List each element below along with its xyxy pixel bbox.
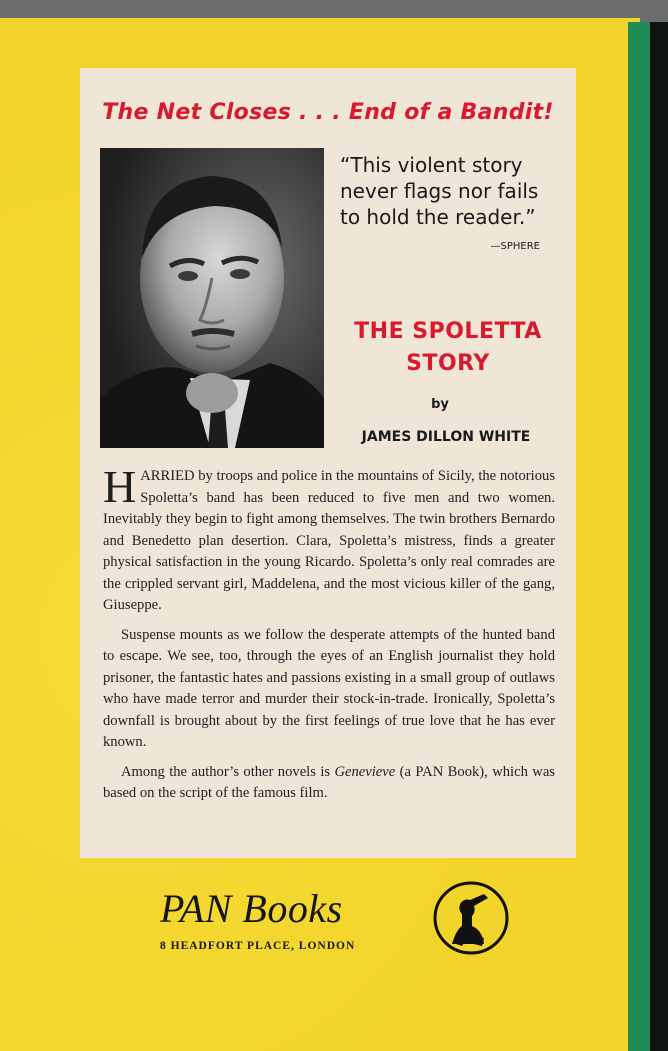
drop-cap: H (103, 461, 137, 512)
pan-piper-logo-icon (432, 880, 510, 956)
blurb-paragraph-3-pre: Among the author’s other novels is (121, 763, 335, 780)
blurb-paragraph-1 (103, 461, 555, 617)
blurb-paragraph-3 (103, 762, 555, 805)
review-source: —SPHERE (490, 241, 540, 252)
blurb-text (103, 461, 555, 813)
author-photo (100, 148, 324, 448)
publisher-name: PAN Books (160, 886, 343, 931)
spine-edge-dark (650, 22, 668, 1051)
book-title (330, 316, 566, 380)
spine-edge-green (628, 22, 650, 1051)
tagline: The Net Closes . . . End of a Bandit! (102, 100, 554, 125)
other-novel-title: Genevieve (334, 763, 396, 780)
by-label: by (431, 397, 449, 412)
author-portrait-image (100, 148, 324, 448)
review-quote: “This violent story never flags nor fails to hold the reader.” (340, 153, 539, 229)
publisher-address: 8 HEADFORT PLACE, LONDON (160, 940, 356, 952)
book-title-line-2: STORY (406, 351, 490, 376)
blurb-paragraph-2: Suspense mounts as we follow the desperate attempts of the hunted band to escape. We see, too, through the eyes of an English journalist they hold prisoner, the fantastic hates and passions existing in a small group of outlaws who have made terror and murder their stock-in-trade. Ironically, Spoletta’s downfall is brought about by the first feelings of true love that he has ever known. (103, 626, 555, 750)
blurb-paragraph-1-text: ARRIED by troops and police in the mountains of Sicily, the notorious Spoletta’s band has been reduced to five men and two women. Inevitably they begin to fight among themselves. The twin brothers Bernardo and Benedetto plan desertion. Clara, Spoletta’s mistress, finds a greater physical satisfaction in the young Ricardo. Spoletta’s only real comrades are the crippled servant girl, Maddelena, and the most vicious killer of the gang, Giuseppe. (103, 468, 555, 613)
book-title-line-1: THE SPOLETTA (354, 319, 542, 344)
blurb-paragraph-3-post: (a PAN Book), which was based on the script of the famous film. (103, 763, 555, 801)
author-name: JAMES DILLON WHITE (361, 429, 531, 445)
